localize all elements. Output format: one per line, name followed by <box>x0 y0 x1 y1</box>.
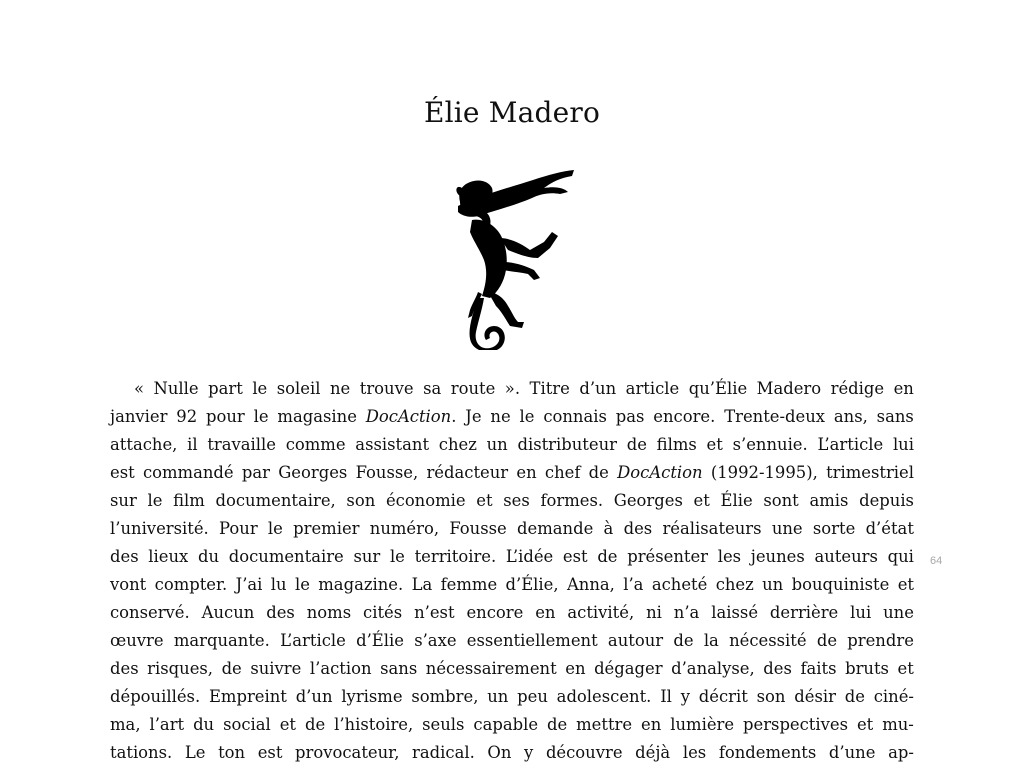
text-line: janvier 92 pour le magasine DocAction. Je ne le connais pas encore. Trente-deux ans, sans <box>110 407 914 426</box>
monkey-hanging-from-branch-icon <box>448 166 578 350</box>
text-line: « Nulle part le soleil ne trouve sa route ». Titre d’un article qu’Élie Madero rédige en <box>134 379 914 398</box>
page-number: 64 <box>930 555 943 567</box>
text-line: vont compter. J’ai lu le magazine. La femme d’Élie, Anna, l’a acheté chez un bouquiniste et <box>110 575 914 594</box>
text-line: sur le film documentaire, son économie et ses formes. Georges et Élie sont amis depuis <box>110 491 914 510</box>
text-line: conservé. Aucun des noms cités n’est encore en activité, ni n’a laissé derrière lui une <box>110 603 914 622</box>
text-line: des lieux du documentaire sur le territoire. L’idée est de présenter les jeunes auteurs qui <box>110 547 914 566</box>
text-line: l’université. Pour le premier numéro, Fousse demande à des réalisateurs une sorte d’état <box>110 519 914 538</box>
text-line: est commandé par Georges Fousse, rédacteur en chef de DocAction (1992-1995), trimestriel <box>110 463 914 482</box>
text-line: attache, il travaille comme assistant chez un distributeur de films et s’ennuie. L’article lui <box>110 435 914 454</box>
text-line: des risques, de suivre l’action sans nécessairement en dégager d’analyse, des faits bruts et <box>110 659 914 678</box>
body-paragraph <box>110 375 914 767</box>
text-line: tations. Le ton est provocateur, radical. On y découvre déjà les fondements d’une ap- <box>110 743 914 762</box>
chapter-title: Élie Madero <box>423 96 601 129</box>
text-line: ma, l’art du social et de l’histoire, seuls capable de mettre en lumière perspectives et mu- <box>110 715 914 734</box>
text-line: dépouillés. Empreint d’un lyrisme sombre, un peu adolescent. Il y décrit son désir de ciné- <box>110 687 914 706</box>
text-line: œuvre marquante. L’article d’Élie s’axe essentiellement autour de la nécessité de prendre <box>110 631 914 650</box>
